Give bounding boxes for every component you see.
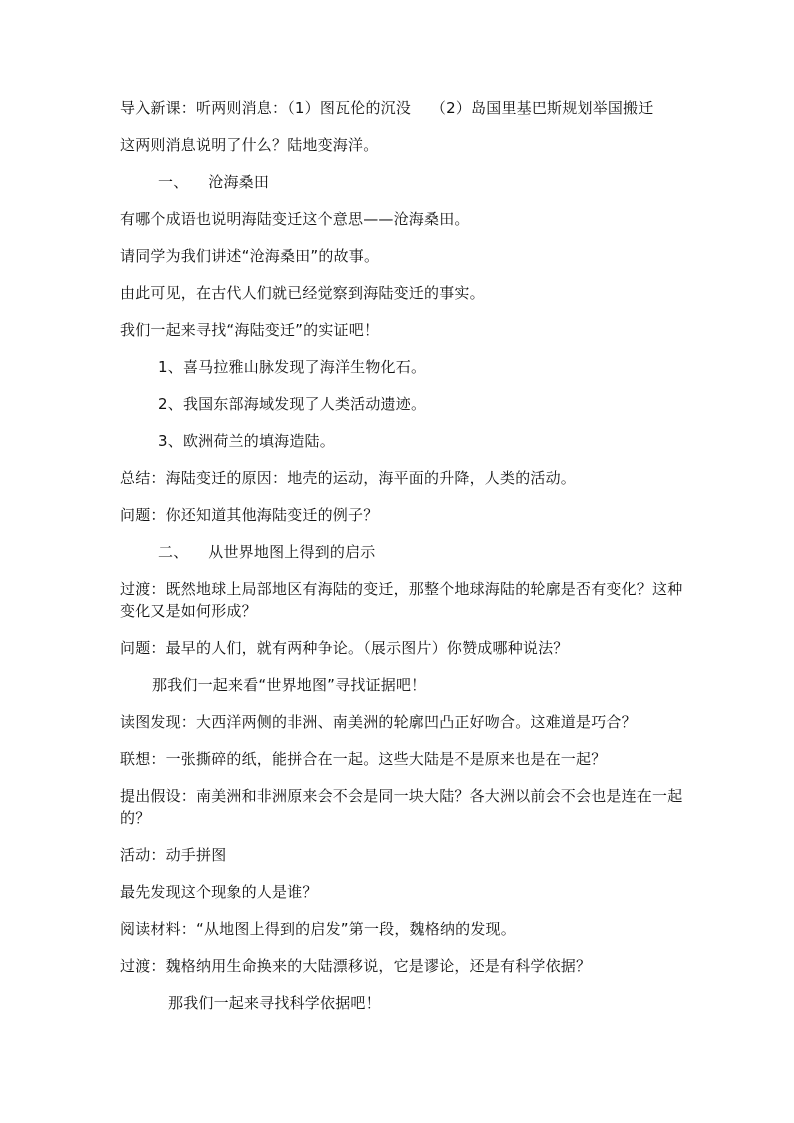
- paragraph-idiom: 有哪个成语也说明海陆变迁这个意思——沧海桑田。: [120, 210, 470, 228]
- paragraph-transition-1: 过渡：既然地球上局部地区有海陆的变迁，那整个地球海陆的轮廓是否有变化？这种变化又是如何形成？: [120, 580, 683, 620]
- paragraph-discoverer: 最先发现这个现象的人是谁？: [120, 883, 318, 901]
- paragraph-evidence: 我们一起来寻找“海陆变迁”的实证吧！: [120, 321, 380, 339]
- paragraph-map-finding: 读图发现：大西洋两侧的非洲、南美洲的轮廓凹凸正好吻合。这难道是巧合？: [120, 713, 637, 731]
- paragraph-ancient: 由此可见，在古代人们就已经觉察到海陆变迁的事实。: [120, 284, 485, 302]
- list-item-2: 2、我国东部海域发现了人类活动遗迹。: [158, 395, 427, 413]
- paragraph-transition-2: 过渡：魏格纳用生命换来的大陆漂移说，它是谬论，还是有科学依据？: [120, 957, 592, 975]
- intro-question: 这两则消息说明了什么？陆地变海洋。: [120, 136, 379, 154]
- list-item-1: 1、喜马拉雅山脉发现了海洋生物化石。: [158, 358, 427, 376]
- paragraph-reading: 阅读材料：“从地图上得到的启发”第一段，魏格纳的发现。: [120, 920, 516, 938]
- paragraph-activity: 活动：动手拼图: [120, 846, 227, 864]
- paragraph-world-map: 那我们一起来看“世界地图”寻找证据吧！: [152, 676, 427, 694]
- paragraph-summary: 总结：海陆变迁的原因：地壳的运动，海平面的升降，人类的活动。: [120, 469, 577, 487]
- paragraph-question-2: 问题：最早的人们，就有两种争论。（展示图片）你赞成哪种说法？: [120, 639, 569, 657]
- paragraph-hypothesis: 提出假设：南美洲和非洲原来会不会是同一块大陆？各大洲以前会不会也是连在一起的？: [120, 787, 683, 827]
- paragraph-question-1: 问题：你还知道其他海陆变迁的例子？: [120, 506, 379, 524]
- section-heading-2: 二、 从世界地图上得到的启示: [158, 543, 376, 561]
- list-item-3: 3、欧洲荷兰的填海造陆。: [158, 432, 335, 450]
- paragraph-story: 请同学为我们讲述“沧海桑田”的故事。: [120, 247, 380, 265]
- section-heading-1: 一、 沧海桑田: [158, 173, 270, 191]
- paragraph-association: 联想：一张撕碎的纸，能拼合在一起。这些大陆是不是原来也是在一起？: [120, 750, 607, 768]
- paragraph-closing: 那我们一起来寻找科学依据吧！: [168, 994, 381, 1012]
- intro-news: 导入新课：听两则消息：（1）图瓦伦的沉没 （2）岛国里基巴斯规划举国搬迁: [120, 99, 654, 117]
